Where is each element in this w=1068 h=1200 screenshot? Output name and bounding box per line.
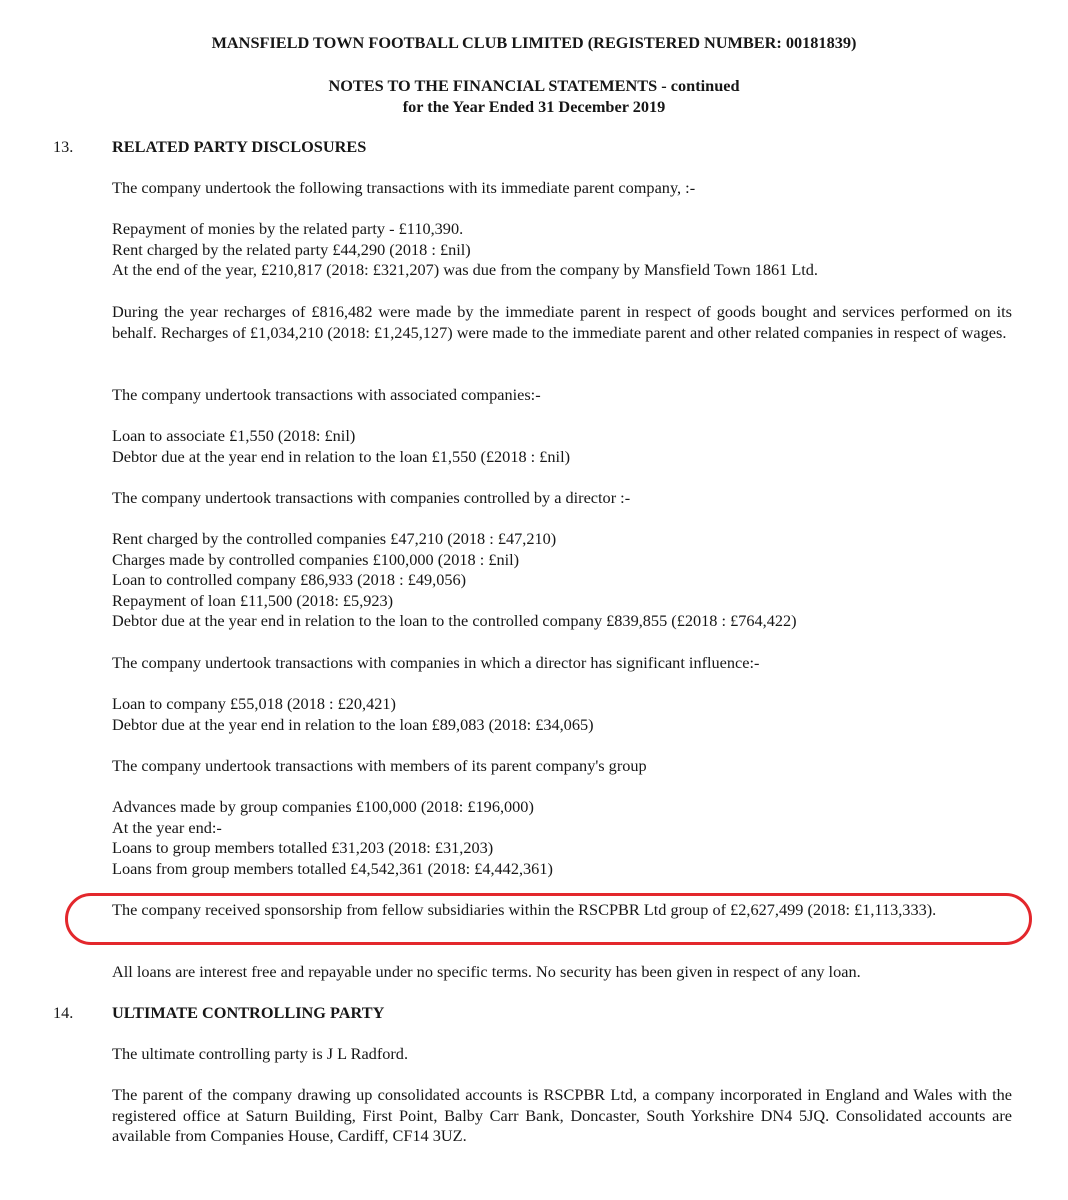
loans-note [112,962,1012,983]
controlling-party-line [112,1044,1012,1065]
section-13-title: RELATED PARTY DISCLOSURES [112,137,367,156]
list-item: At the end of the year, £210,817 (2018: £321,207) was due from the company by Mansfield Town 1861 Ltd. [112,260,819,279]
list-item: Advances made by group companies £100,000 (2018: £196,000) [112,797,534,816]
influence-intro [112,653,1012,674]
notes-title: NOTES TO THE FINANCIAL STATEMENTS - continued [328,76,740,95]
list-item: Debtor due at the year end in relation to the loan to the controlled company £839,855 (£2018 : £764,422) [112,611,797,630]
list-item: Loan to controlled company £86,933 (2018 : £49,056) [112,570,467,589]
group-intro [112,756,1012,777]
controlled-intro [112,488,1012,509]
sponsorship-paragraph: The company received sponsorship from fellow subsidiaries within the RSCPBR Ltd group of £2,627,499 (2018: £1,113,333). [112,900,937,919]
paragraph-line: The company undertook the following transactions with its immediate parent company, :- [112,178,696,197]
list-item: Rent charged by the related party £44,290 (2018 : £nil) [112,239,471,259]
parent-transactions-list [112,219,1012,281]
list-item: Rent charged by the controlled companies £47,210 (2018 : £47,210) [112,529,557,548]
paragraph-line: The company undertook transactions with associated companies:- [112,385,541,404]
paragraph-line: The company undertook transactions with companies in which a director has significant influence:- [112,653,760,672]
list-item: Loan to associate £1,550 (2018: £nil) [112,426,356,445]
parent-company-paragraph: The parent of the company drawing up consolidated accounts is RSCPBR Ltd, a company incorporated in England and Wales with the registered office at Saturn Building, First Point, Balby Carr Bank, Doncaster, South Yorkshire DN4 5JQ. Consolidated accounts are available from Companies House, Cardiff, CF14 3UZ. [112,1085,1012,1145]
section-13-number: 13. [53,137,74,156]
controlled-transactions-list [112,529,1012,632]
list-item: Loans from group members totalled £4,542,361 (2018: £4,442,361) [112,858,553,878]
paragraph-line: All loans are interest free and repayable under no specific terms. No security has been given in respect of any loan. [112,962,861,981]
associated-intro [112,385,1012,406]
period-subtitle: for the Year Ended 31 December 2019 [402,97,666,116]
list-item: Repayment of monies by the related party - £110,390. [112,219,464,238]
list-item: Debtor due at the year end in relation to the loan £1,550 (£2018 : £nil) [112,446,571,466]
section-14-title: ULTIMATE CONTROLLING PARTY [112,1003,385,1022]
paragraph-line: The company undertook transactions with companies controlled by a director :- [112,488,631,507]
recharges-paragraph: During the year recharges of £816,482 were made by the immediate parent in respect of goods bought and services performed on its behalf. Recharges of £1,034,210 (2018: £1,245,127) were made to the immediate parent and other related companies in respect of wages. [112,302,1012,342]
paragraph-line: The ultimate controlling party is J L Radford. [112,1044,409,1063]
list-item: Charges made by controlled companies £100,000 (2018 : £nil) [112,549,520,569]
list-item: Loan to company £55,018 (2018 : £20,421) [112,694,396,713]
list-item: Loans to group members totalled £31,203 (2018: £31,203) [112,838,494,857]
section-14-number: 14. [53,1003,74,1022]
red-highlight-oval [65,893,1032,945]
company-header: MANSFIELD TOWN FOOTBALL CLUB LIMITED (REGISTERED NUMBER: 00181839) [211,33,857,52]
paragraph-line: The company undertook transactions with members of its parent company's group [112,756,647,775]
list-item: Debtor due at the year end in relation to the loan £89,083 (2018: £34,065) [112,714,594,734]
influence-transactions-list [112,694,1012,735]
list-item: At the year end:- [112,817,222,837]
group-transactions-list [112,797,1012,879]
parent-intro [112,178,1012,199]
list-item: Repayment of loan £11,500 (2018: £5,923) [112,590,394,610]
associated-transactions-list [112,426,1012,467]
